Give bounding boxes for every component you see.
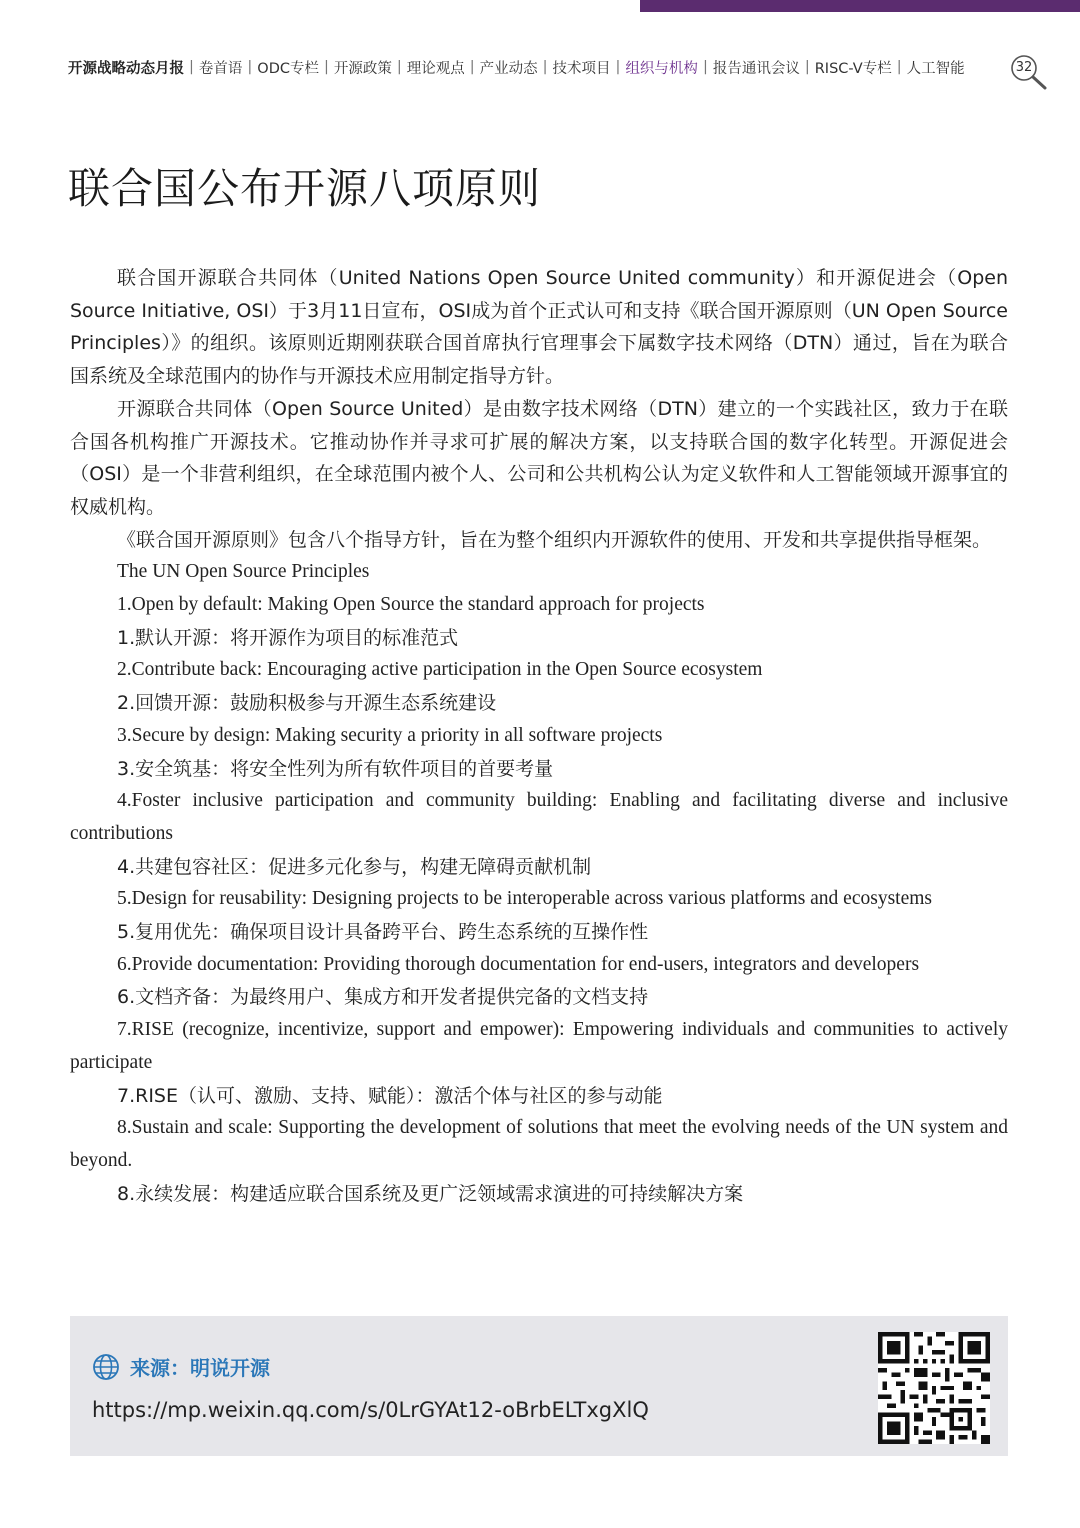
publication-name: 开源战略动态月报	[68, 60, 184, 77]
principle-4-zh: 4.共建包容社区：促进多元化参与，构建无障碍贡献机制	[117, 855, 592, 878]
nav-item-ai[interactable]: 人工智能	[906, 60, 965, 77]
article-title: 联合国公布开源八项原则	[68, 164, 542, 213]
intro-paragraph-3: 《联合国开源原则》包含八个指导方针，旨在为整个组织内开源软件的使用、开发和共享提供指导框架。	[117, 528, 992, 551]
top-accent-bar	[640, 0, 1080, 12]
principle-2-en: 2.Contribute back: Encouraging active participation in the Open Source ecosystem	[117, 659, 763, 681]
intro-paragraph-2: 开源联合共同体（Open Source United）是由数字技术网络（DTN）建立的一个实践社区，致力于在联合国各机构推广开源技术。它推动协作并寻求可扩展的解决方案，以支持联合国的数字化转型。开源促进会（OSI）是一个非营利组织，在全球范围内被个人、公司和公共机构公认为定义软件和人工智能领域开源事宜的权威机构。	[70, 397, 1008, 518]
globe-icon	[92, 1353, 120, 1381]
article-body	[70, 262, 1008, 1210]
principle-7-zh: 7.RISE（认可、激励、支持、赋能）：激活个体与社区的参与动能	[117, 1084, 663, 1107]
source-line	[92, 1352, 270, 1381]
nav-item-reports[interactable]: 报告通讯会议	[712, 60, 800, 77]
principle-1-en: 1.Open by default: Making Open Source the standard approach for projects	[117, 594, 705, 616]
principle-7-en: 7.RISE (recognize, incentivize, support and empower): Empowering individuals and communities to actively participate	[70, 1019, 1008, 1073]
principle-3-zh: 3.安全筑基：将安全性列为所有软件项目的首要考量	[117, 757, 554, 780]
page-number: 32	[1015, 60, 1033, 75]
principle-8-en: 8.Sustain and scale: Supporting the development of solutions that meet the evolving needs of the UN system and beyond.	[70, 1117, 1008, 1171]
principle-1-zh: 1.默认开源：将开源作为项目的标准范式	[117, 626, 459, 649]
nav-item-odc[interactable]: ODC专栏	[257, 60, 319, 77]
page-number-badge	[1010, 52, 1050, 92]
nav-item-organizations[interactable]: 组织与机构	[625, 60, 698, 77]
principle-3-en: 3.Secure by design: Making security a priority in all software projects	[117, 724, 663, 746]
principle-4-en: 4.Foster inclusive participation and community building: Enabling and facilitating diverse and inclusive contributions	[70, 790, 1008, 844]
principle-5-en: 5.Design for reusability: Designing projects to be interoperable across various platforms and ecosystems	[117, 888, 933, 910]
nav-item-preface[interactable]: 卷首语	[198, 60, 243, 77]
nav-item-policy[interactable]: 开源政策	[333, 60, 392, 77]
source-label: 来源：明说开源	[130, 1356, 270, 1380]
principle-8-zh: 8.永续发展：构建适应联合国系统及更广泛领域需求演进的可持续解决方案	[117, 1182, 744, 1205]
principles-heading: The UN Open Source Principles	[117, 561, 370, 583]
principle-6-zh: 6.文档齐备：为最终用户、集成方和开发者提供完备的文档支持	[117, 986, 649, 1009]
intro-paragraph-1: 联合国开源联合共同体（United Nations Open Source United community）和开源促进会（Open Source Initiative, OSI）于3月11日宣布，OSI成为首个正式认可和支持《联合国开源原则（UN Open Source Principles）》的组织。该原则近期刚获联合国首席执行官理事会下属数字技术网络（DTN）通过，旨在为联合国系统及全球范围内的协作与开源技术应用制定指导方针。	[70, 267, 1008, 388]
nav-item-tech-projects[interactable]: 技术项目	[552, 60, 611, 77]
source-box	[70, 1316, 1008, 1456]
header-nav: 开源战略动态月报 | 卷首语 | ODC专栏 | 开源政策 | 理论观点 | 产业动态 | 技术项目 | 组织与机构 | 报告通讯会议 | RISC-V专栏 | 人工智能	[68, 56, 965, 78]
principle-2-zh: 2.回馈开源：鼓励积极参与开源生态系统建设	[117, 692, 497, 715]
nav-item-theory[interactable]: 理论观点	[406, 60, 465, 77]
nav-item-industry[interactable]: 产业动态	[479, 60, 538, 77]
principle-6-en: 6.Provide documentation: Providing thorough documentation for end-users, integrators and developers	[117, 953, 920, 975]
qr-code[interactable]	[878, 1332, 990, 1444]
principle-5-zh: 5.复用优先：确保项目设计具备跨平台、跨生态系统的互操作性	[117, 921, 649, 944]
nav-item-riscv[interactable]: RISC-V专栏	[814, 60, 892, 77]
source-url-link[interactable]: https://mp.weixin.qq.com/s/0LrGYAt12-oBrbELTxgXlQ	[92, 1398, 649, 1422]
